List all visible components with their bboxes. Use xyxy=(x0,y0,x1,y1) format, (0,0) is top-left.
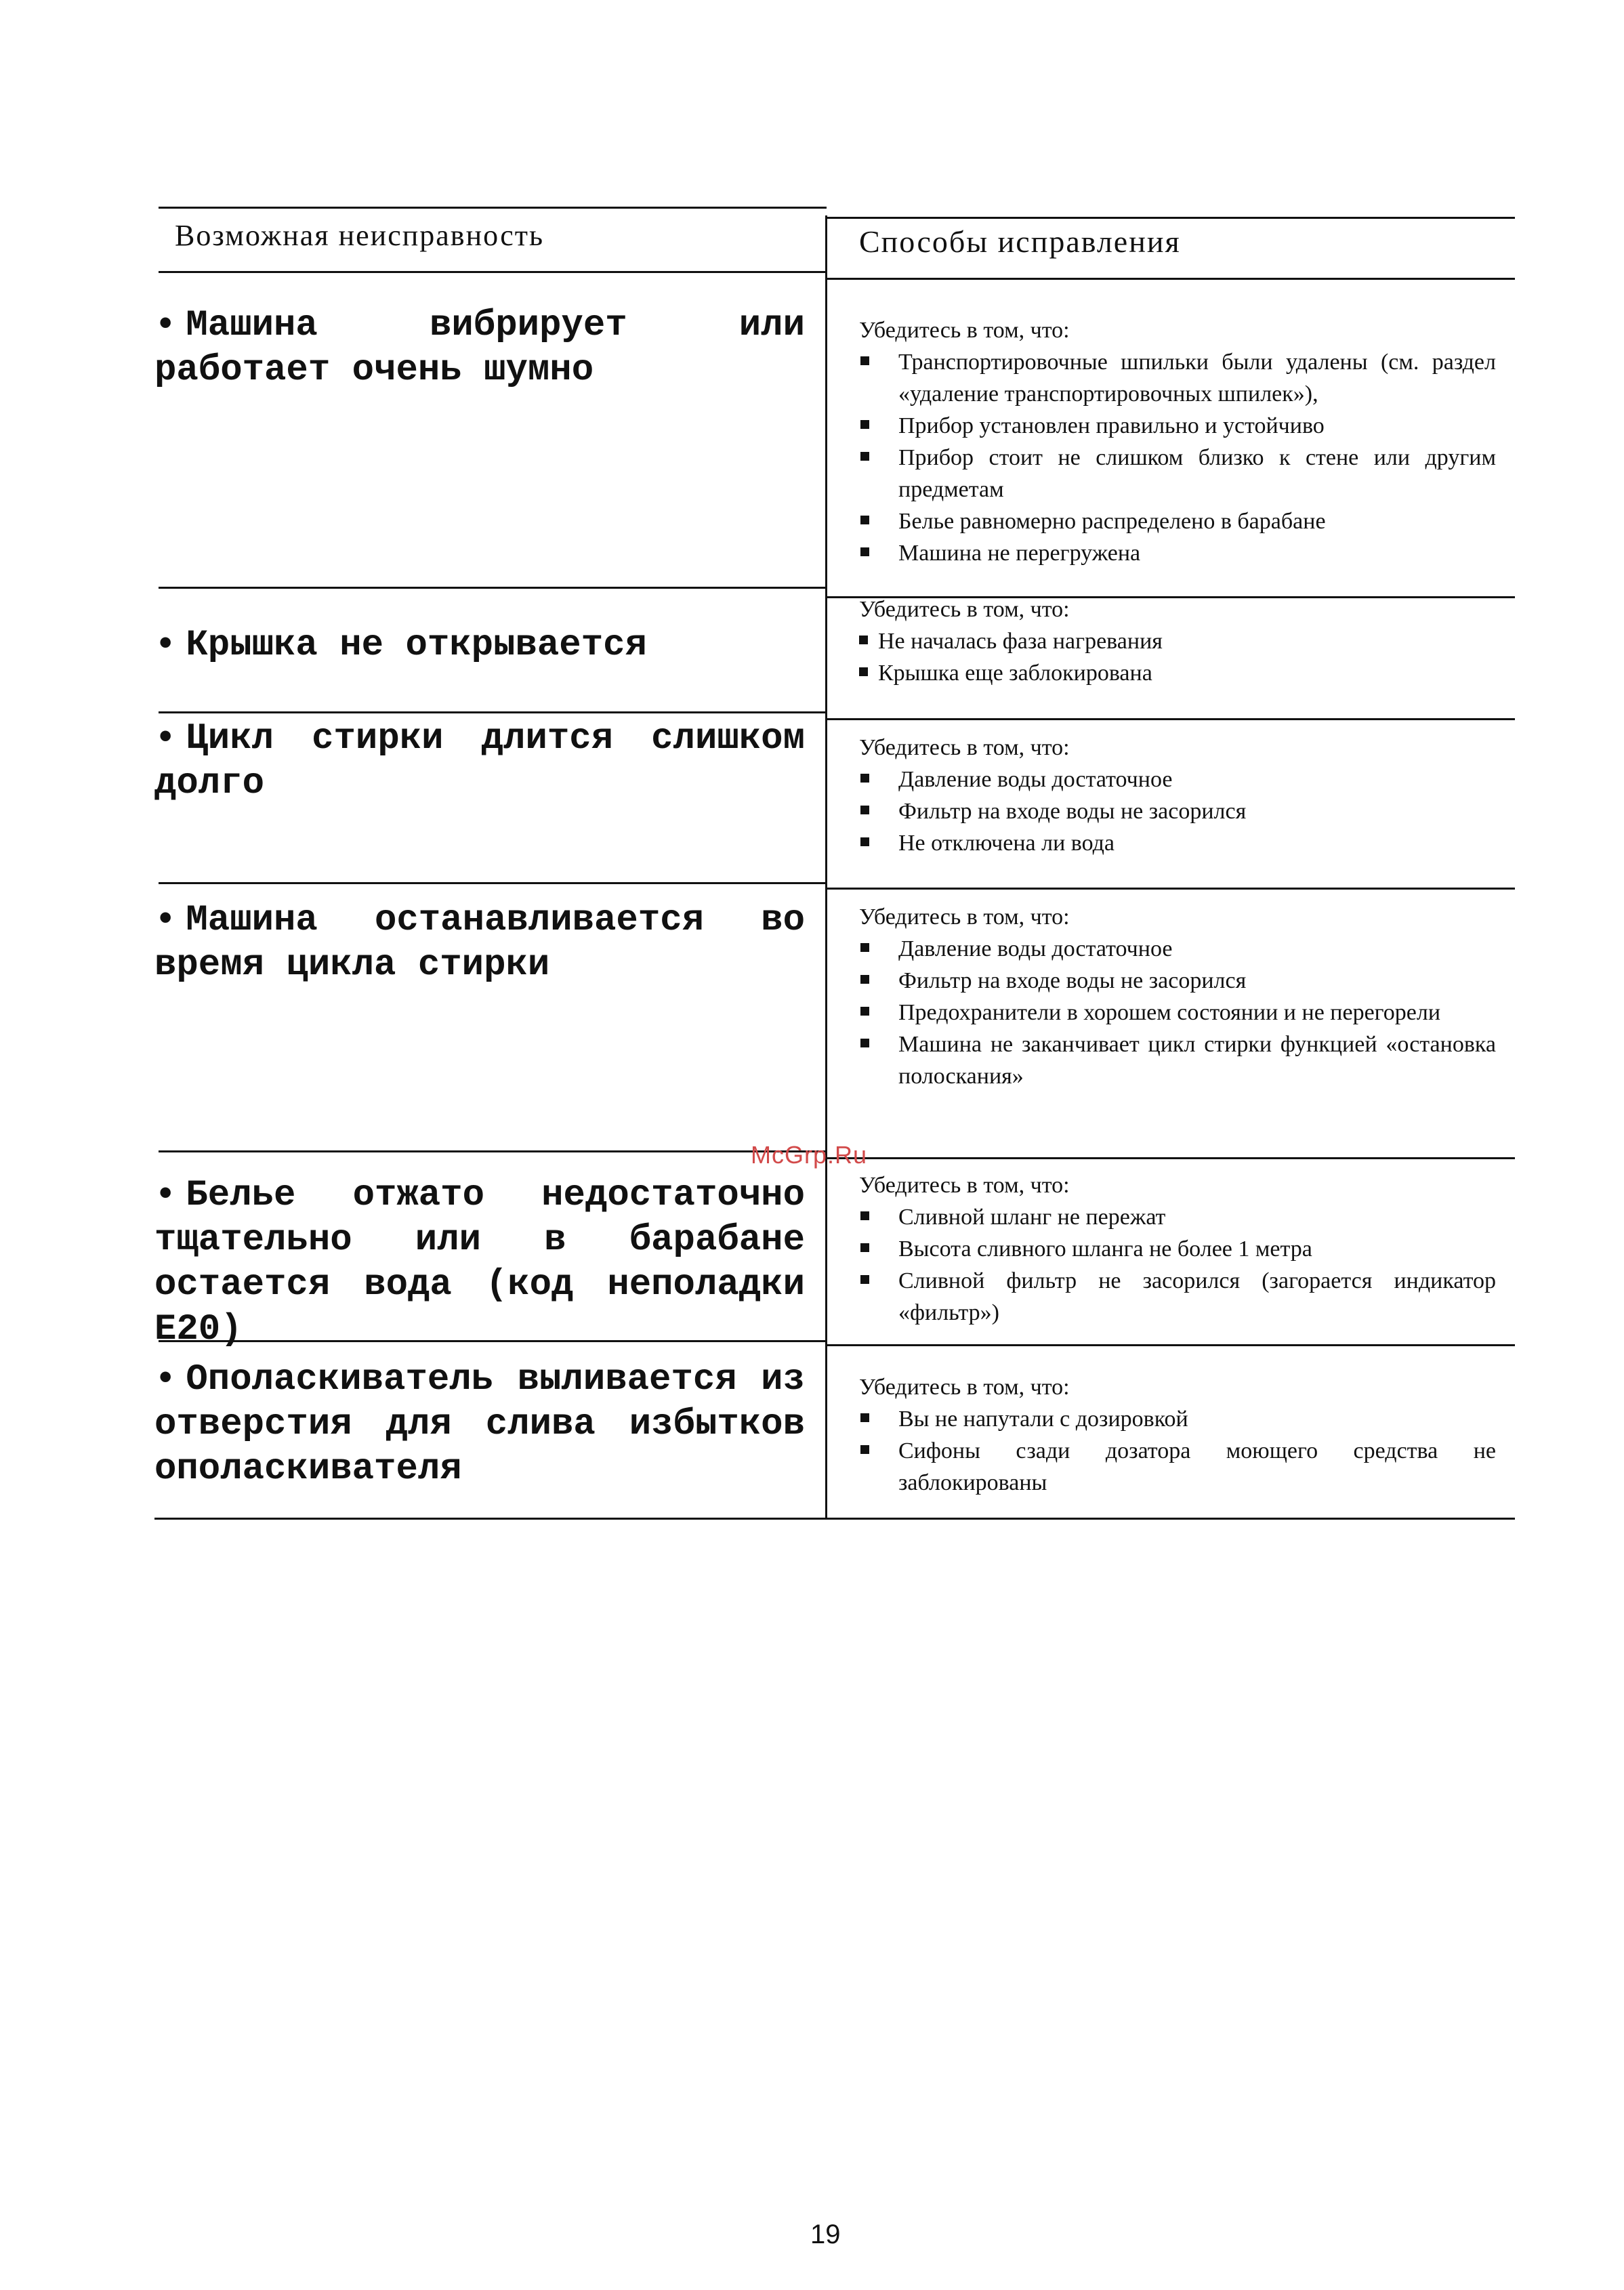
row2-bottom-rule-left xyxy=(159,711,827,713)
solution-intro: Убедитесь в том, что: xyxy=(859,1375,1070,1400)
problem-cell-1 xyxy=(154,304,805,393)
square-bullet-icon xyxy=(860,943,869,952)
square-bullet-icon xyxy=(860,1275,869,1284)
bullet-icon: • xyxy=(154,625,177,666)
solution-item: Высота сливного шланга не более 1 метра xyxy=(859,1233,1496,1265)
problem-text: Ополаскиватель выливается из отверстия для слива избытков ополаскивателя xyxy=(154,1359,805,1490)
square-bullet-icon xyxy=(860,516,869,524)
solution-cell-4 xyxy=(859,901,1496,1092)
square-bullet-icon xyxy=(860,1039,869,1047)
table-top-rule-left xyxy=(159,207,827,209)
problem-text: Машина останавливается во время цикла стирки xyxy=(154,900,805,986)
bullet-icon: • xyxy=(154,305,177,346)
square-bullet-icon xyxy=(860,420,869,429)
row3-bottom-rule-left xyxy=(159,882,827,884)
solution-intro: Убедитесь в том, что: xyxy=(859,1173,1070,1198)
solution-item: Машина не заканчивает цикл стирки функцией «остановка полоскания» xyxy=(859,1028,1496,1092)
solution-item: Транспортировочные шпильки были удалены (см. раздел «удаление транспортировочных шпилек»), xyxy=(859,346,1496,410)
bullet-icon: • xyxy=(154,900,177,941)
solution-cell-5 xyxy=(859,1169,1496,1329)
solution-item: Вы не напутали с дозировкой xyxy=(859,1403,1496,1435)
page-number: 19 xyxy=(810,2220,841,2249)
square-bullet-icon xyxy=(859,667,868,676)
row3-bottom-rule-right xyxy=(827,888,1515,890)
bullet-icon: • xyxy=(154,718,177,759)
solution-item: Предохранители в хорошем состоянии и не перегорели xyxy=(859,997,1496,1028)
table-bottom-rule xyxy=(154,1518,1515,1520)
problem-cell-6 xyxy=(154,1358,805,1492)
row4-bottom-rule-right xyxy=(827,1157,1515,1159)
problem-cell-5 xyxy=(154,1173,805,1352)
problem-text: Белье отжато недостаточно тщательно или в барабане остается вода (код неполадки Е20) xyxy=(154,1175,805,1350)
solution-item: Не отключена ли вода xyxy=(859,827,1496,859)
solution-intro: Убедитесь в том, что: xyxy=(859,735,1070,760)
solution-cell-6 xyxy=(859,1371,1496,1499)
solution-item: Машина не перегружена xyxy=(859,537,1496,569)
solution-item: Давление воды достаточное xyxy=(859,933,1496,965)
solution-item: Фильтр на входе воды не засорился xyxy=(859,795,1496,827)
square-bullet-icon xyxy=(860,1413,869,1422)
square-bullet-icon xyxy=(860,837,869,846)
solution-item: Фильтр на входе воды не засорился xyxy=(859,965,1496,997)
solution-item: Не началась фаза нагревания xyxy=(859,625,1496,657)
square-bullet-icon xyxy=(860,806,869,814)
bullet-icon: • xyxy=(154,1359,177,1400)
header-bottom-rule-right xyxy=(827,278,1515,280)
solution-item: Давление воды достаточное xyxy=(859,764,1496,795)
solution-intro: Убедитесь в том, что: xyxy=(859,318,1070,343)
table-top-rule-right xyxy=(827,217,1515,219)
square-bullet-icon xyxy=(860,452,869,461)
header-solution: Способы исправления xyxy=(859,224,1181,259)
problem-text: Крышка не открывается xyxy=(186,625,647,666)
solution-intro: Убедитесь в том, что: xyxy=(859,597,1070,622)
bullet-icon: • xyxy=(154,1175,177,1216)
solution-item: Прибор стоит не слишком близко к стене или другим предметам xyxy=(859,442,1496,505)
header-bottom-rule-left xyxy=(159,271,827,273)
watermark: McGrp.Ru xyxy=(751,1141,868,1169)
solution-item: Прибор установлен правильно и устойчиво xyxy=(859,410,1496,442)
solution-item: Сливной фильтр не засорился (загорается индикатор «фильтр») xyxy=(859,1265,1496,1329)
square-bullet-icon xyxy=(860,1445,869,1454)
problem-cell-3 xyxy=(154,717,805,806)
solution-item: Сливной шланг не пережат xyxy=(859,1201,1496,1233)
square-bullet-icon xyxy=(860,1211,869,1220)
square-bullet-icon xyxy=(859,636,868,644)
solution-intro: Убедитесь в том, что: xyxy=(859,904,1070,930)
square-bullet-icon xyxy=(860,975,869,984)
problem-text: Цикл стирки длится слишком долго xyxy=(154,718,805,804)
square-bullet-icon xyxy=(860,774,869,783)
solution-item: Сифоны сзади дозатора моющего средства не заблокированы xyxy=(859,1435,1496,1499)
solution-item: Крышка еще заблокирована xyxy=(859,657,1496,689)
row1-bottom-rule-left xyxy=(159,587,827,589)
square-bullet-icon xyxy=(860,1243,869,1252)
column-divider xyxy=(825,215,827,1520)
solution-item: Белье равномерно распределено в барабане xyxy=(859,505,1496,537)
row5-bottom-rule-right xyxy=(827,1344,1515,1346)
solution-cell-3 xyxy=(859,732,1496,859)
problem-cell-2 xyxy=(154,623,805,668)
square-bullet-icon xyxy=(860,1007,869,1016)
row4-bottom-rule-left xyxy=(159,1150,827,1152)
square-bullet-icon xyxy=(860,356,869,365)
solution-cell-2 xyxy=(859,594,1496,689)
header-problem: Возможная неисправность xyxy=(175,219,545,252)
problem-cell-4 xyxy=(154,898,805,988)
problem-text: Машина вибрирует или работает очень шумно xyxy=(154,305,805,391)
solution-cell-1 xyxy=(859,314,1496,569)
row2-bottom-rule-right xyxy=(827,718,1515,720)
square-bullet-icon xyxy=(860,547,869,556)
